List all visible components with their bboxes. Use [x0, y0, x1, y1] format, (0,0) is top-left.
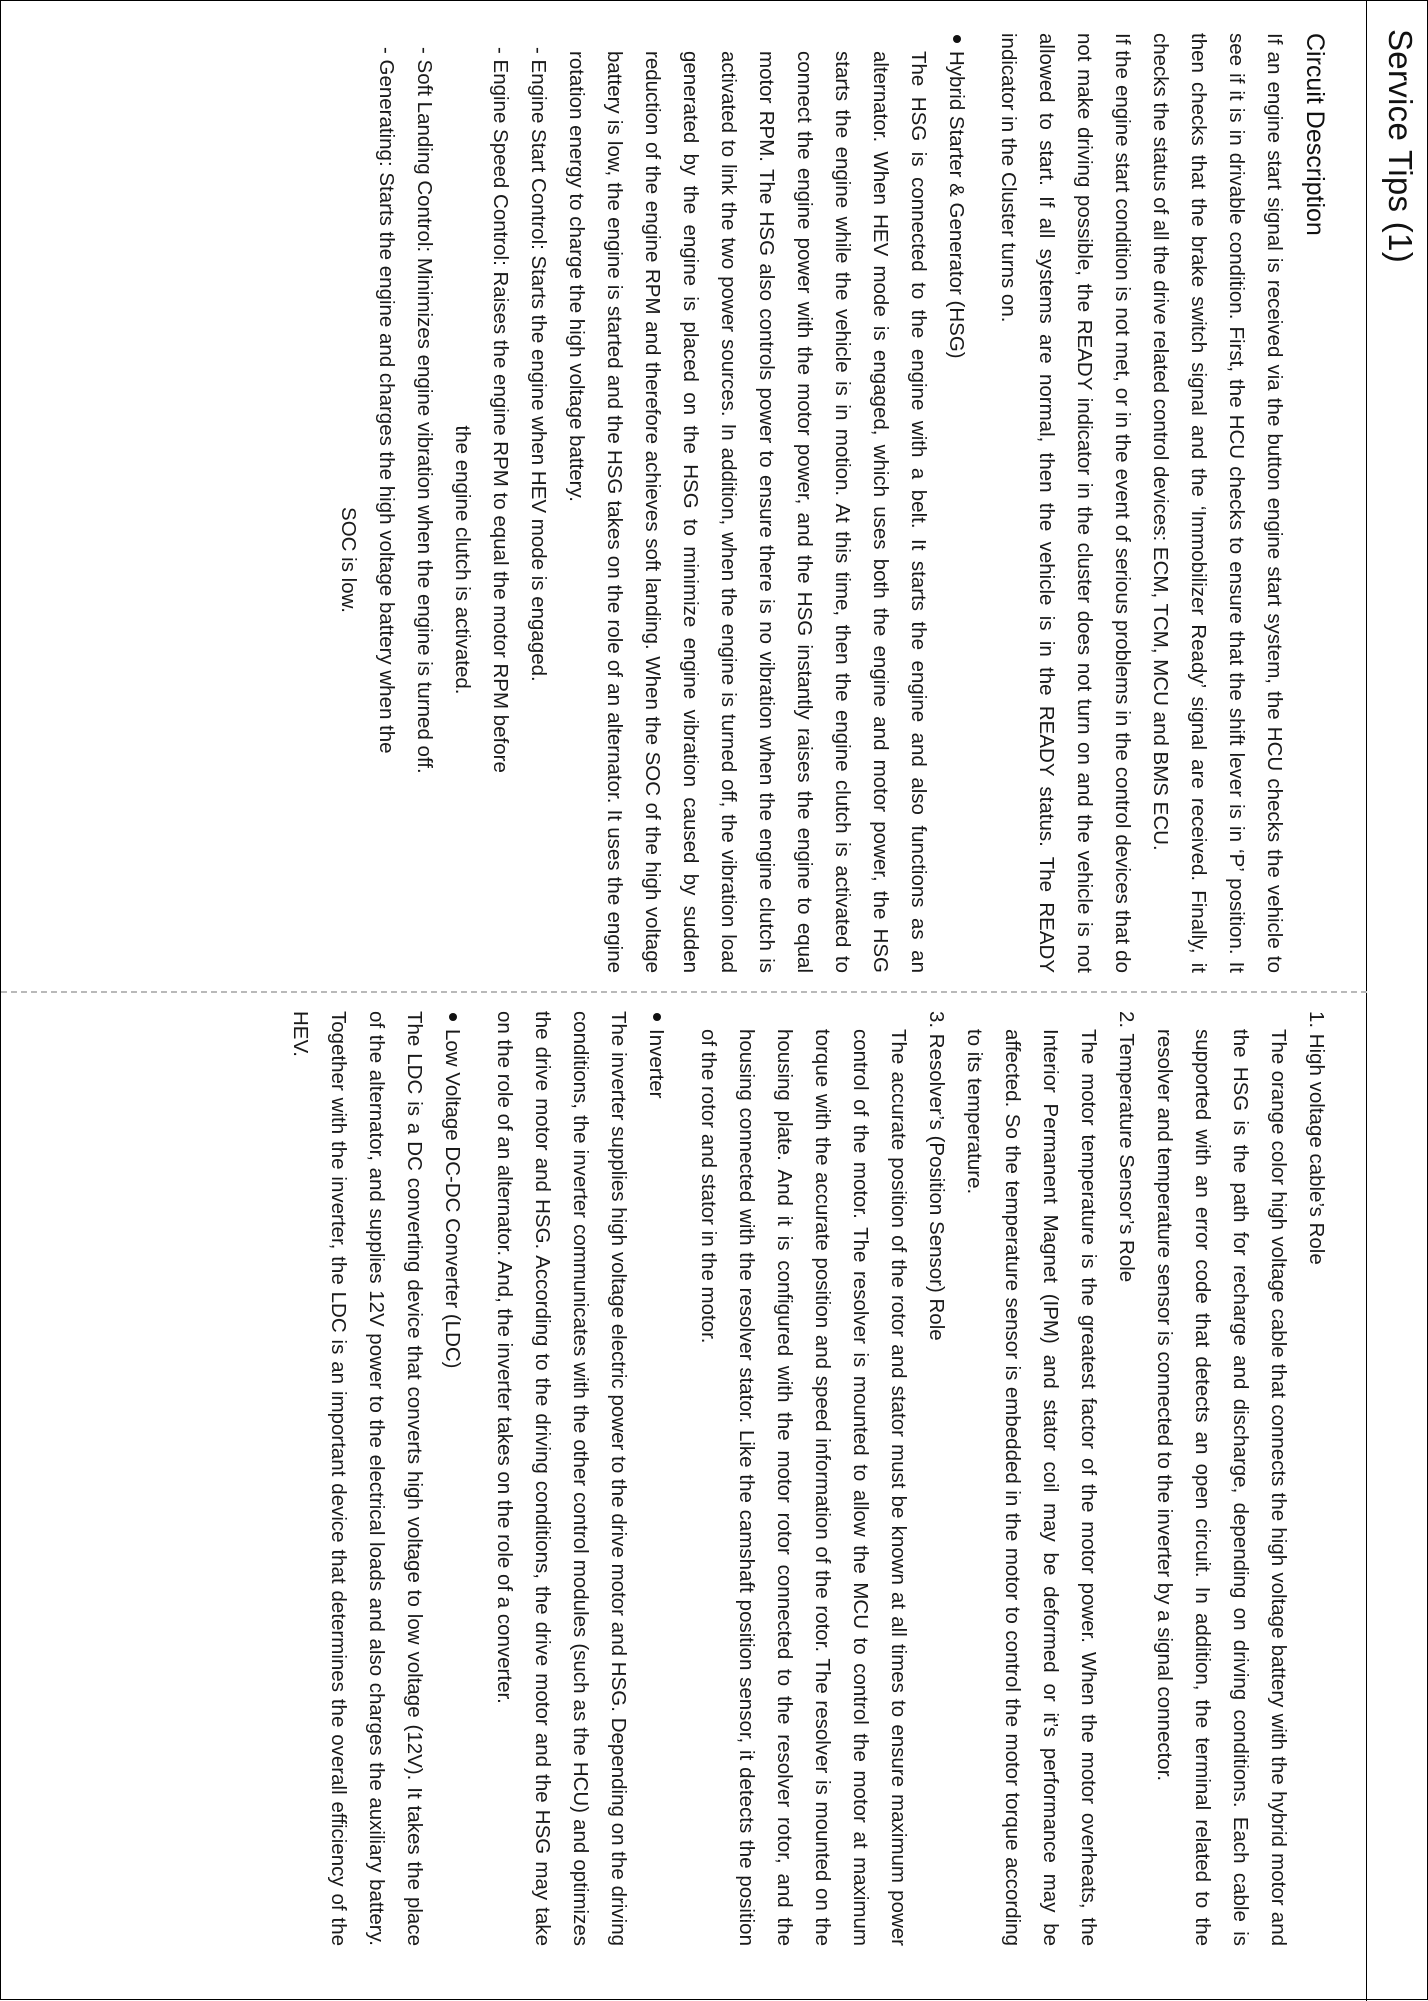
hsg-heading [937, 33, 975, 973]
list-item [405, 33, 443, 973]
bullet-icon [653, 1013, 661, 1021]
ldc-heading [433, 1011, 471, 1946]
hsg-control-list [329, 33, 557, 973]
circuit-description-heading: Circuit Description [1301, 33, 1329, 236]
list-item-text: - Generating: Starts the engine and charges the high voltage battery when the [375, 47, 398, 754]
list-item [443, 33, 519, 973]
title-band [1366, 1, 1428, 2001]
list-item [519, 33, 557, 973]
section-2-heading: 2. Temperature Sensor’s Role [1115, 1011, 1138, 1283]
inverter-heading [637, 1011, 675, 1946]
list-item-text: - Soft Landing Control: Minimizes engine vibration when the engine is turned off. [413, 47, 436, 774]
bullet-icon [953, 35, 961, 43]
ldc-paragraph: The LDC is a DC converting device that converts high voltage to low voltage (12V). It takes the place of the alternator, and supplies 12V power to the electrical loads and also charges the auxiliary battery. Together with the inverter, the LDC is an important device that determines the overall efficiency of the HEV. [289, 1011, 426, 1946]
list-item-text: - Engine Start Control: Starts the engine when HEV mode is engaged. [527, 47, 550, 682]
intro-paragraph-1: If an engine start signal is received via the button engine start system, the HCU checks the vehicle to see if it is in drivable condition. First, the HCU checks to ensure that the shift lever is in ‘P’ position. It then checks that the brake switch signal and the ‘Immobilizer Ready’ signal are received. Finally, it checks the status of all the drive related control devices: ECM, TCM, MCU and BMS ECU. [1149, 33, 1286, 973]
rotated-document-sheet [1, 1, 1428, 2001]
hsg-heading-text: Hybrid Starter & Generator (HSG) [945, 51, 968, 359]
inverter-heading-text: Inverter [645, 1029, 668, 1099]
section-2-paragraph: The motor temperature is the greatest factor of the motor power. When the motor overheats, the Interior Permanent Magnet (IPM) and stator coil may be deformed or it’s performance may be affected. So the temperature sensor is embedded in the motor to control the motor torque according to its temperature. [963, 1029, 1100, 1946]
column-divider [1, 991, 1367, 993]
ldc-heading-text: Low Voltage DC-DC Converter (LDC) [441, 1029, 464, 1369]
list-item-continuation: the engine clutch is activated. [451, 425, 474, 695]
intro-paragraph-2: If the engine start condition is not met, or in the event of serious problems in the control devices that do not make driving possible, the READY indicator in the cluster does not turn on and the vehicle is not allowed to start. If all systems are normal, then the vehicle is in the READY status. The READY indicator in the Cluster turns on. [997, 33, 1134, 973]
list-item [329, 33, 405, 973]
section-1-heading: 1. High voltage cable’s Role [1305, 1011, 1328, 1265]
inverter-paragraph: The inverter supplies high voltage electric power to the drive motor and HSG. Depending on the driving conditions, the inverter communicates with the other control modules (such as the HCU) and optimizes the drive motor and HSG. According to the driving conditions, the drive motor and the HSG may take on the role of an alternator. And, the inverter takes on the role of a converter. [493, 1011, 630, 1946]
section-1-paragraph: The orange color high voltage cable that connects the high voltage battery with the hybrid motor and the HSG is the path for recharge and discharge, depending on driving conditions. Each cable is supported with an error code that detects an open circuit. In addition, the terminal related to the resolver and temperature sensor is connected to the inverter by a signal connector. [1153, 1029, 1290, 1946]
right-column [25, 1011, 1335, 1946]
list-item-text: - Engine Speed Control: Raises the engine RPM to equal the motor RPM before [489, 47, 512, 773]
section-3-heading: 3. Resolver’s (Position Sensor) Role [925, 1011, 948, 1341]
hsg-paragraph: The HSG is connected to the engine with a belt. It starts the engine and also functions as an alternator. When HEV mode is engaged, which uses both the engine and motor power, the HSG starts the engine while the vehicle is in motion. At this time, then the engine clutch is activated to connect the engine power with the motor power, and the HSG instantly raises the engine to equal motor RPM. The HSG also controls power to ensure there is no vibration when the engine clutch is activated to link the two power sources. In addition, when the engine is turned off, the vibration load generated by the engine is placed on the HSG to minimize engine vibration caused by sudden reduction of the engine RPM and therefore achieves soft landing. When the SOC of the high voltage battery is low, the engine is started and the HSG takes on the role of an alternator. It uses the engine rotation energy to charge the high voltage battery. [565, 51, 930, 973]
list-item-continuation: SOC is low. [337, 507, 360, 613]
section-3-paragraph: The accurate position of the rotor and stator must be known at all times to ensure maximum power control of the motor. The resolver is mounted to allow the MCU to control the motor at maximum torque with the accurate position and speed information of the rotor. The resolver is mounted on the housing plate. And it is configured with the motor rotor connected to the resolver rotor, and the housing connected with the resolver stator. Like the camshaft position sensor, it detects the position of the rotor and stator in the motor. [697, 1029, 910, 1946]
bullet-icon [449, 1013, 457, 1021]
page-title: Service Tips (1) [1382, 29, 1419, 264]
left-column [25, 33, 1335, 973]
